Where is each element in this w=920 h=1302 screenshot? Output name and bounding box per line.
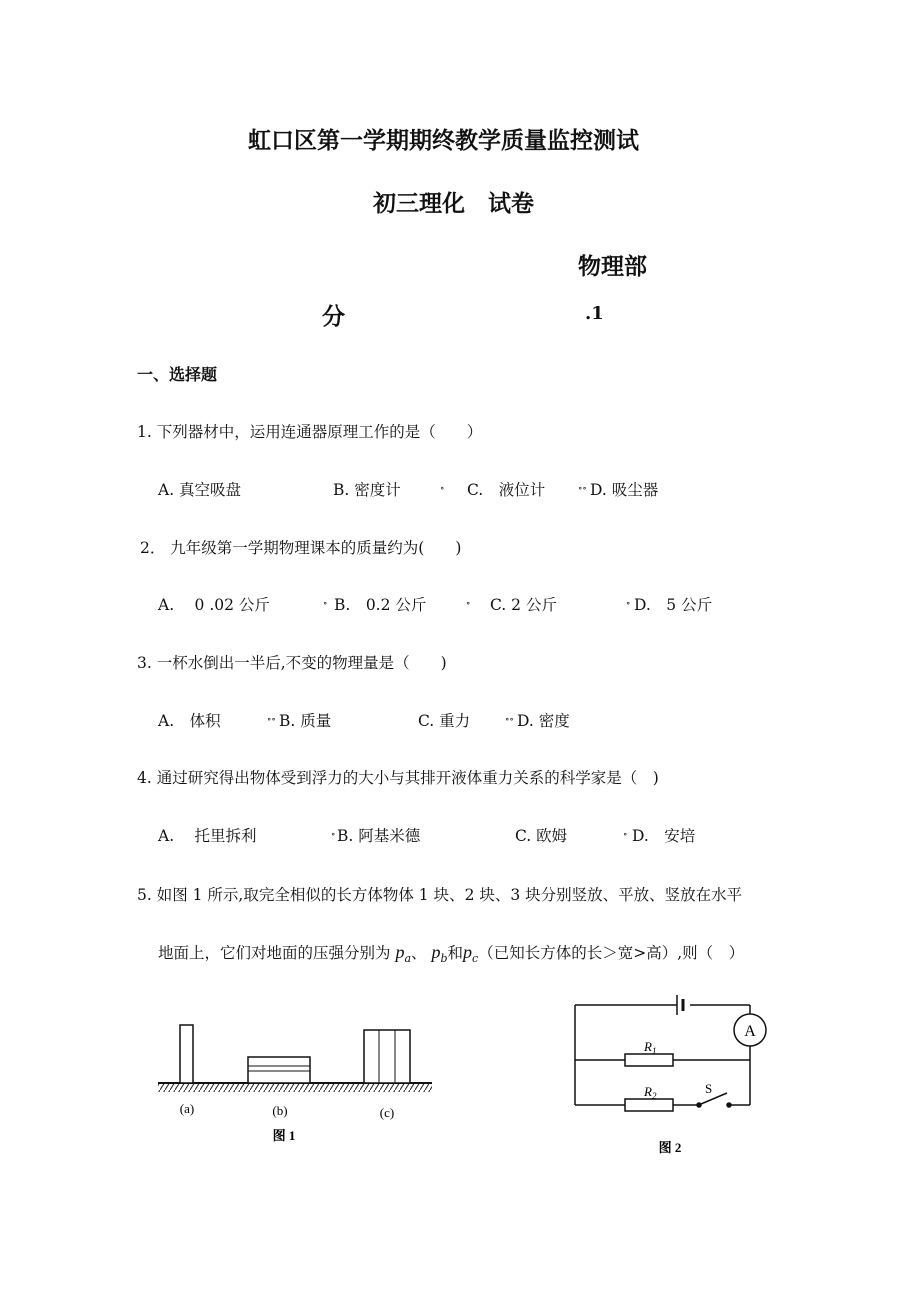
- part-label-top: 物理部: [578, 253, 647, 280]
- question-1-stem: 1. 下列器材中，运用连通器原理工作的是（ ）: [137, 423, 483, 441]
- q3-option-b: B. 质量: [279, 712, 332, 730]
- q2-option-c: C. 2 公斤: [490, 596, 557, 614]
- ground-hatching: [158, 1084, 432, 1092]
- fig2-caption: 图 2: [658, 1140, 682, 1155]
- q3-option-c: C. 重力: [418, 712, 471, 730]
- pressure-a: $p_a$: [395, 942, 412, 965]
- bullet-icon: ∘: [440, 484, 445, 494]
- bullet-icon: ∘: [466, 599, 471, 609]
- q1-option-b: B. 密度计: [333, 481, 401, 499]
- question-5-stem-line2: [158, 941, 744, 965]
- r1-label: $R_1$: [644, 1039, 657, 1056]
- r2-label: $R_2$: [644, 1084, 657, 1101]
- figure-2: [560, 985, 780, 1170]
- q2-option-a: A. 0 .02 公斤: [158, 596, 270, 614]
- q5-text-b: 、: [411, 944, 427, 962]
- fig1-caption: 图 1: [272, 1128, 296, 1143]
- bullet-icon: ∘: [626, 599, 631, 609]
- exam-subtitle-right: 试卷: [488, 190, 534, 217]
- question-2-stem: 2． 九年级第一学期物理课本的质量约为( ): [140, 539, 462, 557]
- resistor-r1: [625, 1054, 673, 1066]
- bullet-icon: ∘∘: [505, 715, 514, 725]
- part-label-bottom: 分: [322, 303, 345, 330]
- q1-option-a: A. 真空吸盘: [158, 481, 242, 499]
- question-5-stem: 5. 如图 1 所示,取完全相似的长方体物体 1 块、2 块、3 块分别竖放、平放、竖放在水平: [137, 886, 743, 904]
- q5-text-a: 地面上，它们对地面的压强分别为: [158, 944, 391, 962]
- fig1-label-b: (b): [272, 1103, 288, 1118]
- block-c: [364, 1030, 410, 1083]
- section-heading: 一、选择题: [137, 365, 218, 384]
- question-4-stem: 4. 通过研究得出物体受到浮力的大小与其排开液体重力关系的科学家是（ ): [137, 769, 659, 787]
- pressure-b: $p_b$: [431, 942, 448, 965]
- bullet-icon: ∘: [623, 830, 628, 840]
- block-b: [248, 1057, 310, 1083]
- q2-option-b: B. 0.2 公斤: [334, 596, 427, 614]
- block-a: [180, 1025, 193, 1083]
- exam-subtitle-left: 初三理化: [373, 190, 465, 217]
- switch-label: S: [705, 1081, 713, 1096]
- bullet-icon: ∘∘: [267, 715, 276, 725]
- q5-text-d: （已知长方体的长＞宽>高）,则（ ）: [478, 944, 745, 962]
- q1-option-c: C. 液位计: [467, 481, 546, 499]
- resistor-r2: [625, 1099, 673, 1111]
- q4-option-d: D. 安培: [632, 827, 696, 845]
- q2-option-d: D. 5 公斤: [634, 596, 713, 614]
- q3-option-d: D. 密度: [517, 712, 570, 730]
- exam-title: 虹口区第一学期期终教学质量监控测试: [248, 127, 639, 154]
- q4-option-b: B. 阿基米德: [337, 827, 421, 845]
- bullet-icon: ∘∘: [578, 484, 587, 494]
- fig1-label-a: (a): [179, 1101, 195, 1116]
- question-3-stem: 3. 一杯水倒出一半后,不变的物理量是（ ): [137, 654, 447, 672]
- q3-option-a: A. 体积: [158, 712, 221, 730]
- fig1-label-c: (c): [379, 1105, 395, 1120]
- bullet-icon: ∘: [331, 830, 336, 840]
- q4-option-c: C. 欧姆: [515, 827, 568, 845]
- figure-1: [150, 1010, 450, 1155]
- page-mark: .1: [585, 303, 604, 324]
- pressure-c: $p_c$: [463, 942, 479, 965]
- q5-text-c: 和: [447, 944, 464, 962]
- q1-option-d: D. 吸尘器: [590, 481, 659, 499]
- bullet-icon: ∘: [323, 599, 328, 609]
- ammeter-label: A: [744, 1023, 756, 1040]
- q4-option-a: A. 托里拆利: [158, 827, 257, 845]
